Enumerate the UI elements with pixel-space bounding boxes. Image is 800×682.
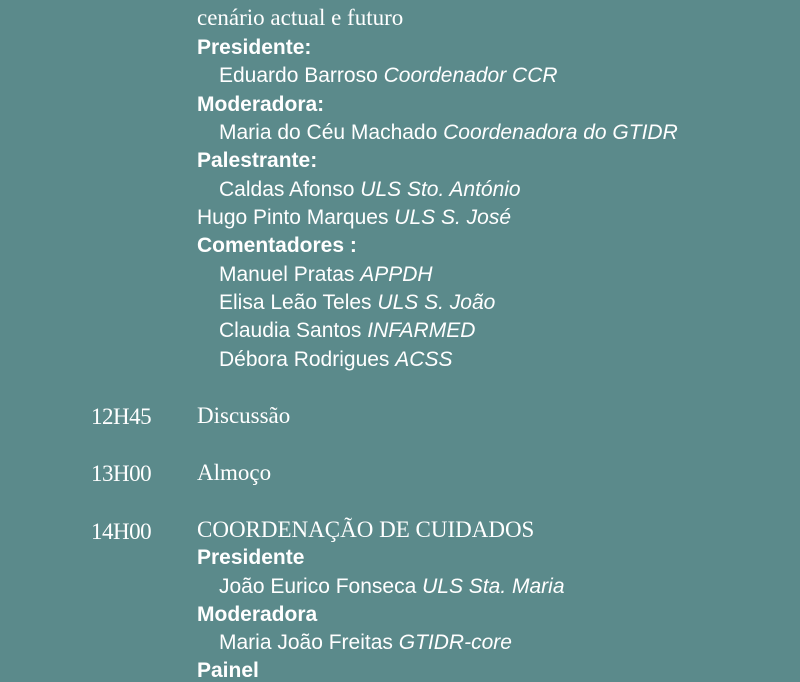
person-affiliation: ULS Sto. António bbox=[360, 178, 521, 201]
session-time-1300: 13H00 bbox=[91, 461, 152, 486]
person-name: Maria do Céu Machado bbox=[219, 121, 438, 144]
person-affiliation: Coordenadora do GTIDR bbox=[443, 121, 678, 144]
person-affiliation: APPDH bbox=[360, 263, 433, 286]
person-moderadora bbox=[219, 122, 678, 143]
person-name: Eduardo Barroso bbox=[219, 64, 378, 87]
person-affiliation: ACSS bbox=[395, 348, 453, 371]
role-label-moderadora: Moderadora: bbox=[197, 93, 325, 116]
role-label-painel: Painel bbox=[197, 659, 259, 682]
cropped-time-fragment bbox=[133, 0, 157, 4]
person-palestrante-1 bbox=[219, 179, 521, 200]
session-title-discussao: Discussão bbox=[197, 403, 291, 428]
person-moderadora-1400 bbox=[219, 632, 512, 653]
person-comentador-3 bbox=[219, 320, 475, 341]
person-palestrante-2 bbox=[197, 207, 511, 228]
role-label-moderadora-1400: Moderadora bbox=[197, 603, 318, 626]
person-affiliation: GTIDR-core bbox=[398, 631, 512, 654]
person-affiliation: INFARMED bbox=[367, 319, 476, 342]
role-label-comentadores: Comentadores : bbox=[197, 234, 357, 257]
person-name: Débora Rodrigues bbox=[219, 348, 390, 371]
person-name: Caldas Afonso bbox=[219, 178, 355, 201]
person-comentador-4 bbox=[219, 349, 452, 370]
person-name: João Eurico Fonseca bbox=[219, 575, 417, 598]
session-time-1245: 12H45 bbox=[91, 404, 152, 429]
person-comentador-2 bbox=[219, 292, 495, 313]
person-name: Manuel Pratas bbox=[219, 263, 355, 286]
session-title-coordenacao: COORDENAÇÃO DE CUIDADOS bbox=[197, 517, 535, 542]
person-affiliation: Coordenador CCR bbox=[383, 64, 558, 87]
person-name: Elisa Leão Teles bbox=[219, 291, 372, 314]
session-title-almoco: Almoço bbox=[197, 460, 272, 485]
session-title-continued: cenário actual e futuro bbox=[197, 5, 404, 30]
person-comentador-1 bbox=[219, 264, 433, 285]
person-name: Claudia Santos bbox=[219, 319, 362, 342]
role-label-palestrante: Palestrante: bbox=[197, 149, 318, 172]
person-presidente bbox=[219, 65, 558, 86]
role-label-presidente: Presidente: bbox=[197, 36, 312, 59]
person-name: Hugo Pinto Marques bbox=[197, 206, 389, 229]
person-affiliation: ULS S. José bbox=[394, 206, 512, 229]
person-name: Maria João Freitas bbox=[219, 631, 393, 654]
person-presidente-1400 bbox=[219, 576, 565, 597]
session-time-1400: 14H00 bbox=[91, 519, 152, 544]
role-label-presidente-1400: Presidente bbox=[197, 546, 305, 569]
person-affiliation: ULS Sta. Maria bbox=[422, 575, 565, 598]
person-affiliation: ULS S. João bbox=[377, 291, 496, 314]
